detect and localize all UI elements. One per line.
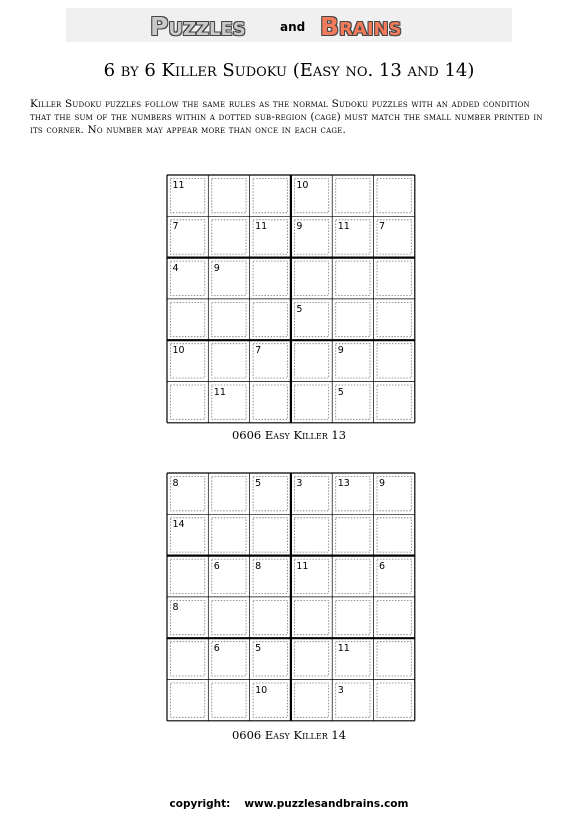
grid-cell[interactable]	[167, 299, 208, 340]
grid-cell[interactable]	[291, 514, 332, 555]
killer-sudoku-grid-13	[166, 174, 414, 422]
grid-cell[interactable]	[374, 258, 415, 299]
cage-sum-clue: 3	[337, 684, 344, 696]
grid-cell[interactable]	[208, 175, 249, 216]
grid-cell[interactable]	[208, 473, 249, 514]
puzzle-caption-14: 0606 Easy Killer 14	[231, 728, 347, 742]
grid-cell[interactable]	[374, 340, 415, 381]
grid-cell[interactable]	[374, 680, 415, 721]
grid-cell[interactable]	[332, 514, 373, 555]
grid-cell[interactable]	[208, 514, 249, 555]
grid-cell[interactable]	[291, 597, 332, 638]
grid-cell[interactable]	[250, 175, 291, 216]
cage-sum-clue: 5	[296, 303, 303, 315]
cage-sum-clue: 7	[172, 221, 179, 233]
cage-sum-clue: 10	[172, 345, 185, 357]
cage-sum-clue: 11	[296, 560, 309, 572]
cage-sum-clue: 5	[255, 643, 262, 655]
grid-cell[interactable]	[208, 597, 249, 638]
cage-sum-clue: 10	[255, 684, 268, 696]
instructions-text: Killer Sudoku puzzles follow the same rules as the normal Sudoku puzzles with an added condition that the sum of the numbers within a dotted sub-region (cage) must match the small number printed in its corner. No number may appear more than once in each cage.	[30, 98, 543, 136]
grid-cell[interactable]	[291, 680, 332, 721]
grid-cell[interactable]	[332, 597, 373, 638]
grid-cell[interactable]	[208, 299, 249, 340]
cage-sum-clue: 13	[337, 478, 350, 489]
grid-cell[interactable]	[250, 514, 291, 555]
puzzle-caption-13: 0606 Easy Killer 13	[231, 428, 347, 442]
cage-sum-clue: 7	[379, 221, 386, 233]
cage-sum-clue: 8	[172, 601, 179, 613]
grid-cell[interactable]	[374, 175, 415, 216]
cage-sum-clue: 11	[337, 643, 350, 655]
cage-sum-clue: 8	[255, 560, 262, 572]
site-banner	[66, 8, 512, 42]
grid-cell[interactable]	[374, 514, 415, 555]
cage-sum-clue: 6	[213, 643, 220, 655]
grid-cell[interactable]	[374, 299, 415, 340]
cage-sum-clue: 6	[213, 560, 220, 572]
cage-sum-clue: 11	[255, 221, 268, 233]
cage-sum-clue: 5	[337, 386, 344, 398]
grid-cell[interactable]	[167, 382, 208, 423]
grid-cell[interactable]	[291, 382, 332, 423]
cage-sum-clue: 9	[296, 221, 303, 233]
grid-cell[interactable]	[374, 382, 415, 423]
logo-brains-word: Brains	[320, 12, 402, 41]
cage-sum-clue: 14	[172, 519, 185, 531]
grid-cell[interactable]	[167, 638, 208, 679]
grid-cell[interactable]	[291, 638, 332, 679]
cage-sum-clue: 10	[296, 180, 309, 191]
page-title: 6 by 6 Killer Sudoku (Easy no. 13 and 14)	[103, 60, 475, 81]
cage-sum-clue: 7	[255, 345, 262, 357]
copyright-footer	[0, 798, 578, 810]
grid-cell[interactable]	[208, 216, 249, 257]
logo-and-word: and	[280, 20, 306, 34]
grid-cell[interactable]	[291, 258, 332, 299]
grid-cell[interactable]	[332, 175, 373, 216]
grid-cell[interactable]	[208, 340, 249, 381]
grid-cell[interactable]	[332, 556, 373, 597]
copyright-site: www.puzzlesandbrains.com	[244, 798, 409, 810]
grid-cell[interactable]	[332, 299, 373, 340]
grid-cell[interactable]	[374, 638, 415, 679]
cage-sum-clue: 9	[337, 345, 344, 357]
killer-sudoku-grid-14	[166, 472, 414, 720]
cage-sum-clue: 5	[255, 478, 262, 489]
grid-cell[interactable]	[250, 258, 291, 299]
grid-cell[interactable]	[291, 340, 332, 381]
grid-cell[interactable]	[250, 597, 291, 638]
cage-sum-clue: 11	[337, 221, 350, 233]
grid-cell[interactable]	[250, 299, 291, 340]
cage-sum-clue: 3	[296, 478, 303, 489]
logo-puzzles-word: Puzzles	[150, 12, 246, 41]
cage-sum-clue: 9	[379, 478, 386, 489]
grid-cell[interactable]	[332, 258, 373, 299]
copyright-label: copyright:	[169, 798, 231, 810]
cage-sum-clue: 8	[172, 478, 179, 489]
cage-sum-clue: 11	[213, 386, 226, 398]
grid-cell[interactable]	[374, 597, 415, 638]
cage-sum-clue: 4	[172, 262, 179, 274]
grid-cell[interactable]	[167, 556, 208, 597]
cage-sum-clue: 11	[172, 180, 185, 191]
grid-cell[interactable]	[167, 680, 208, 721]
cage-sum-clue: 6	[379, 560, 386, 572]
grid-cell[interactable]	[208, 680, 249, 721]
grid-cell[interactable]	[250, 382, 291, 423]
cage-sum-clue: 9	[213, 262, 220, 274]
